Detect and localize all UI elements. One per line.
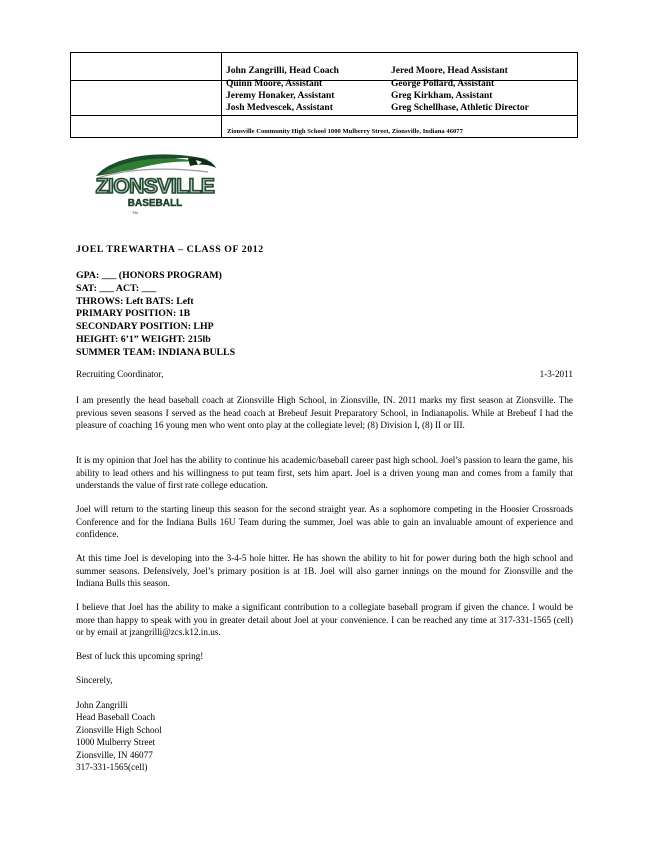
signature-block bbox=[76, 699, 162, 773]
signature-line: 1000 Mulberry Street bbox=[76, 737, 156, 748]
logo-subtitle: BASEBALL bbox=[127, 198, 183, 209]
table-divider bbox=[221, 53, 222, 137]
signature-line: Zionsville High School bbox=[76, 724, 162, 735]
signature-line: Zionsville, IN 46077 bbox=[76, 749, 153, 760]
logo-trademark: TM bbox=[132, 210, 138, 215]
table-divider bbox=[71, 80, 577, 81]
table-divider bbox=[71, 115, 577, 116]
salutation-row bbox=[76, 369, 573, 379]
stat-line: PRIMARY POSITION: 1B bbox=[76, 308, 191, 320]
player-stats bbox=[76, 270, 235, 360]
player-title: JOEL TREWARTHA – CLASS OF 2012 bbox=[76, 244, 264, 255]
stat-line: SUMMER TEAM: INDIANA BULLS bbox=[76, 346, 236, 358]
letter-date: 1-3-2011 bbox=[539, 369, 573, 379]
paragraph: Joel will return to the starting lineup this season for the second straight year. As a sophomore competing in the Hoosier Crossroads Conference and for the Indiana Bulls 16U Team during the summer, Joel was able to gain an invaluable amount of experience and confidence. bbox=[76, 504, 573, 540]
staff-name: Josh Medvescek, Assistant bbox=[226, 103, 333, 113]
staff-name: Jeremy Honaker, Assistant bbox=[226, 91, 335, 101]
school-address: Zionsville Community High School 1000 Mulberry Street, Zionsville, Indiana 46077 bbox=[227, 128, 463, 135]
signature-line: 317-331-1565(cell) bbox=[76, 762, 148, 773]
closing: Sincerely, bbox=[76, 675, 113, 685]
staff-name: Greg Kirkham, Assistant bbox=[391, 91, 493, 101]
stat-line: SECONDARY POSITION: LHP bbox=[76, 321, 214, 333]
staff-table bbox=[70, 52, 578, 138]
signature-line: Head Baseball Coach bbox=[76, 712, 156, 723]
staff-name: Jered Moore, Head Assistant bbox=[391, 66, 508, 76]
paragraph: I am presently the head baseball coach at Zionsville High School, in Zionsville, IN. 2011 marks my first season at Zionsville. The previous seven seasons I served as the head coach at Brebeuf Jesuit Preparatory School, in Indianapolis. While at Brebeuf I had the pleasure of coaching 16 young men who went onto play at the collegiate level; (8) Division I, (8) II or III. bbox=[76, 395, 573, 431]
staff-name: Greg Schellhase, Athletic Director bbox=[391, 103, 529, 113]
zionsville-baseball-logo bbox=[92, 150, 218, 216]
paragraph: It is my opinion that Joel has the ability to continue his academic/baseball career past high school. Joel’s passion to learn the game, his ability to lead others and his willingness to put team first, sets him apart. Joel is a driven young man and comes from a family that understands the value of first rate college education. bbox=[76, 455, 573, 491]
paragraph: I believe that Joel has the ability to make a significant contribution to a collegiate baseball program if given the chance. I would be more than happy to speak with you in greater detail about Joel at your convenience. I can be reached any time at 317-331-1565 (cell) or by email at jzangrilli@zcs.k12.in.us. bbox=[76, 602, 573, 638]
staff-name: Quinn Moore, Assistant bbox=[226, 79, 323, 89]
stat-line: SAT: ___ ACT: ___ bbox=[76, 282, 157, 294]
stat-line: HEIGHT: 6’1” WEIGHT: 215lb bbox=[76, 333, 211, 345]
paragraph: Best of luck this upcoming spring! bbox=[76, 651, 204, 661]
logo-wordmark: ZIONSVILLE bbox=[95, 175, 215, 198]
paragraph: At this time Joel is developing into the 3-4-5 hole hitter. He has shown the ability to hit for power during both the high school and summer seasons. Defensively, Joel’s primary position is at 1B. Joel will also garner innings on the mound for Zionsville and the Indiana Bulls this season. bbox=[76, 553, 573, 589]
staff-name: John Zangrilli, Head Coach bbox=[226, 66, 339, 76]
stat-line: THROWS: Left BATS: Left bbox=[76, 295, 194, 307]
staff-name: George Pollard, Assistant bbox=[391, 79, 495, 89]
stat-line: GPA: ___ (HONORS PROGRAM) bbox=[76, 270, 222, 281]
signature-line: John Zangrilli bbox=[76, 700, 128, 710]
salutation: Recruiting Coordinator, bbox=[76, 369, 164, 379]
